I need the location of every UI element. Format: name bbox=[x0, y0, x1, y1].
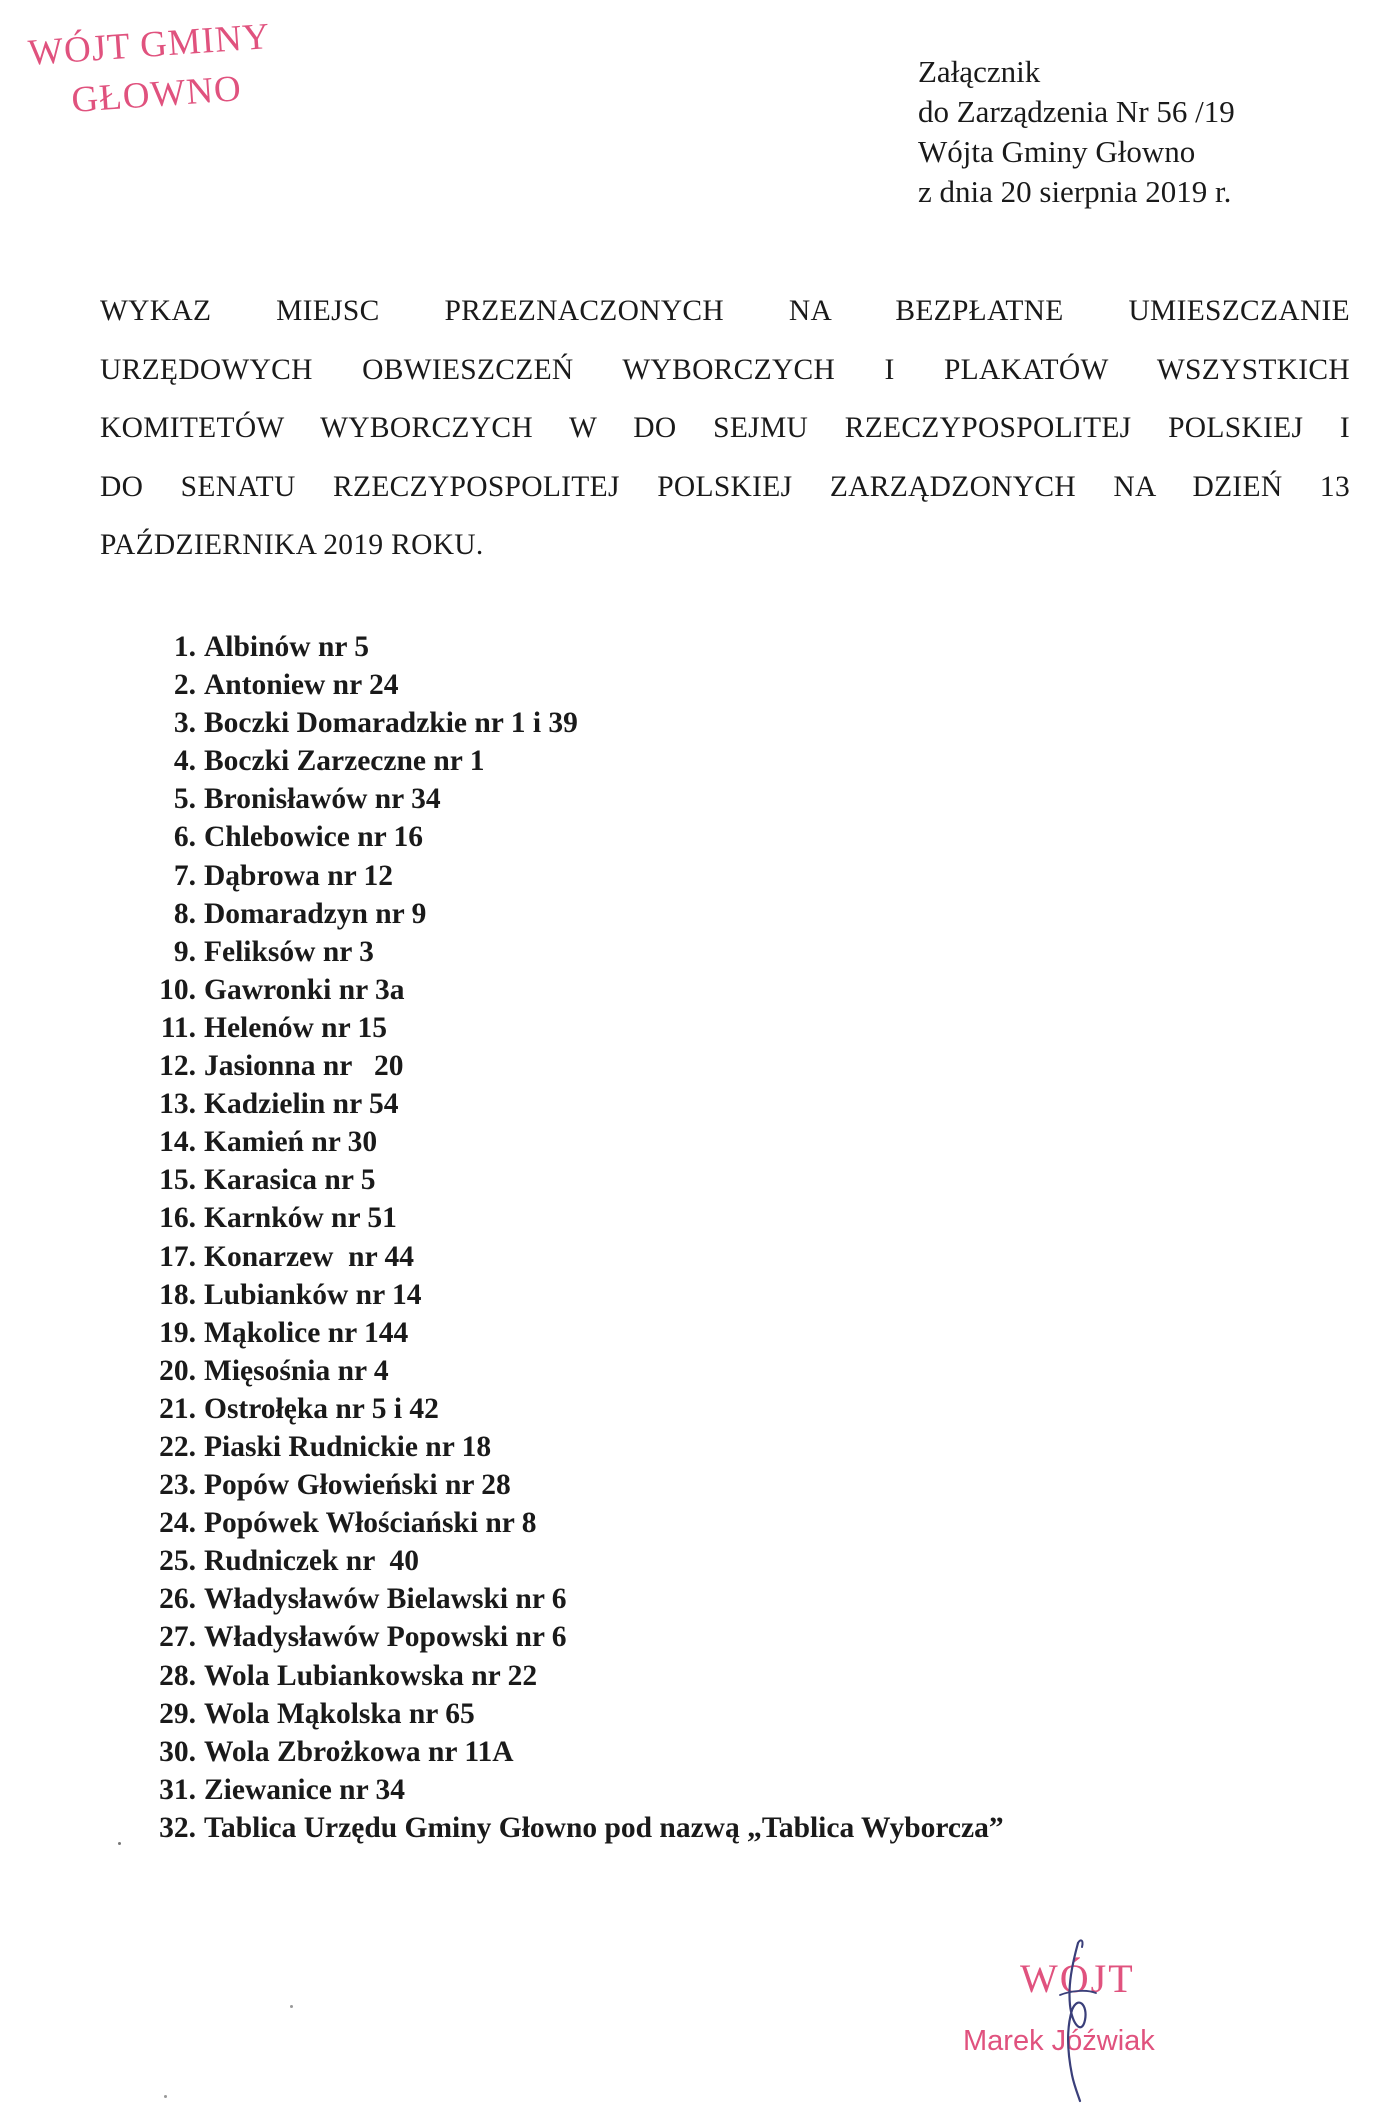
list-item-number: 4. bbox=[173, 745, 196, 778]
list-item bbox=[142, 1657, 1342, 1695]
list-item-text: Boczki Domaradzkie nr 1 i 39 bbox=[204, 707, 578, 740]
list-item-number: 5. bbox=[173, 783, 196, 816]
handwritten-signature-icon bbox=[960, 1925, 1220, 2105]
list-item-number: 1. bbox=[173, 631, 196, 663]
list-item-number: 29. bbox=[159, 1697, 196, 1730]
locations-list bbox=[142, 628, 1342, 1847]
list-item-text: Wola Zbrożkowa nr 11A bbox=[204, 1735, 514, 1768]
list-item-number: 2. bbox=[173, 669, 196, 702]
list-item-number: 15. bbox=[159, 1164, 196, 1197]
list-item bbox=[142, 818, 1342, 856]
list-item bbox=[142, 1466, 1342, 1504]
list-item-text: Popów Głowieński nr 28 bbox=[204, 1469, 511, 1502]
list-item bbox=[142, 1390, 1342, 1428]
header-line-ordinance: do Zarządzenia Nr 56 /19 bbox=[918, 94, 1235, 129]
list-item-number: 25. bbox=[159, 1545, 196, 1578]
document-title bbox=[100, 282, 1350, 575]
list-item-text: Wola Mąkolska nr 65 bbox=[204, 1697, 475, 1730]
stamp-line-1: WÓJT GMINY bbox=[26, 16, 272, 74]
list-item bbox=[142, 1542, 1342, 1580]
list-item-text: Domaradzyn nr 9 bbox=[204, 897, 427, 930]
list-item bbox=[142, 1352, 1342, 1390]
list-item-text: Feliksów nr 3 bbox=[204, 935, 374, 968]
list-item bbox=[142, 1238, 1342, 1276]
list-item-text: Kadzielin nr 54 bbox=[204, 1088, 399, 1121]
title-line-3: KOMITETÓW WYBORCZYCH W DO SEJMU RZECZYPOSPOLITEJ POLSKIEJ I bbox=[100, 412, 1350, 444]
list-item-text: Tablica Urzędu Gminy Głowno pod nazwą „Tablica Wyborcza” bbox=[204, 1811, 1004, 1844]
list-item-text: Władysławów Popowski nr 6 bbox=[204, 1621, 567, 1654]
list-item-text: Mąkolice nr 144 bbox=[204, 1316, 409, 1349]
list-item-text: Helenów nr 15 bbox=[204, 1011, 388, 1044]
list-item-number: 31. bbox=[159, 1773, 196, 1806]
list-item bbox=[142, 895, 1342, 933]
list-item-text: Albinów nr 5 bbox=[204, 631, 370, 663]
list-item bbox=[142, 971, 1342, 1009]
list-item bbox=[142, 780, 1342, 818]
signature-title: WÓJT bbox=[1020, 1956, 1135, 2001]
list-item-number: 9. bbox=[173, 935, 196, 968]
list-item-number: 30. bbox=[159, 1735, 196, 1768]
list-item-number: 26. bbox=[159, 1583, 196, 1616]
list-item-text: Karnków nr 51 bbox=[204, 1202, 397, 1235]
list-item-text: Dąbrowa nr 12 bbox=[204, 859, 394, 892]
list-item bbox=[142, 1047, 1342, 1085]
stamp-line-2: GŁOWNO bbox=[70, 68, 244, 121]
scan-speck bbox=[164, 2095, 167, 2098]
list-item-text: Władysławów Bielawski nr 6 bbox=[204, 1583, 567, 1616]
list-item-text: Boczki Zarzeczne nr 1 bbox=[204, 745, 485, 778]
list-item-text: Gawronki nr 3a bbox=[204, 973, 405, 1006]
list-item-number: 27. bbox=[159, 1621, 196, 1654]
list-item bbox=[142, 1580, 1342, 1618]
list-item-number: 7. bbox=[173, 859, 196, 892]
list-item bbox=[142, 742, 1342, 780]
list-item-number: 12. bbox=[159, 1050, 196, 1083]
header-line-issuer: Wójta Gminy Głowno bbox=[918, 134, 1196, 169]
list-item bbox=[142, 1428, 1342, 1466]
list-item-number: 19. bbox=[159, 1316, 196, 1349]
list-item bbox=[142, 704, 1342, 742]
list-item bbox=[142, 1199, 1342, 1237]
list-item-number: 3. bbox=[173, 707, 196, 740]
list-item-number: 17. bbox=[159, 1240, 196, 1273]
attachment-header bbox=[918, 52, 1358, 212]
list-item-text: Chlebowice nr 16 bbox=[204, 821, 424, 854]
list-item-number: 14. bbox=[159, 1126, 196, 1159]
list-item-text: Ziewanice nr 34 bbox=[204, 1773, 406, 1806]
list-item bbox=[142, 1809, 1342, 1847]
list-item-text: Jasionna nr 20 bbox=[204, 1050, 404, 1083]
official-stamp bbox=[26, 4, 293, 132]
list-item bbox=[142, 1276, 1342, 1314]
list-item-number: 22. bbox=[159, 1430, 196, 1463]
list-item bbox=[142, 1771, 1342, 1809]
list-item-number: 32. bbox=[159, 1811, 196, 1844]
list-item-text: Antoniew nr 24 bbox=[204, 669, 399, 702]
list-item bbox=[142, 1733, 1342, 1771]
list-item-number: 6. bbox=[173, 821, 196, 854]
title-line-1: WYKAZ MIEJSC PRZEZNACZONYCH NA BEZPŁATNE UMIESZCZANIE bbox=[100, 295, 1350, 327]
list-item-number: 8. bbox=[173, 897, 196, 930]
list-item-number: 11. bbox=[160, 1011, 196, 1044]
scan-dot bbox=[118, 1842, 121, 1845]
list-item-number: 18. bbox=[159, 1278, 196, 1311]
title-line-4: DO SENATU RZECZYPOSPOLITEJ POLSKIEJ ZARZĄDZONYCH NA DZIEŃ 13 bbox=[100, 470, 1350, 503]
list-item-text: Wola Lubiankowska nr 22 bbox=[204, 1659, 538, 1692]
list-item-number: 21. bbox=[159, 1392, 196, 1425]
title-line-2: URZĘDOWYCH OBWIESZCZEŃ WYBORCZYCH I PLAKATÓW WSZYSTKICH bbox=[100, 353, 1350, 386]
signature-name: Marek Jóźwiak bbox=[963, 2025, 1155, 2057]
list-item-number: 24. bbox=[159, 1507, 196, 1540]
scan-speck bbox=[290, 2005, 293, 2008]
header-line-date: z dnia 20 sierpnia 2019 r. bbox=[918, 174, 1232, 209]
list-item-text: Konarzew nr 44 bbox=[204, 1240, 415, 1273]
list-item bbox=[142, 933, 1342, 971]
list-item bbox=[142, 857, 1342, 895]
list-item-text: Bronisławów nr 34 bbox=[204, 783, 441, 816]
list-item bbox=[142, 628, 1342, 666]
signature-stamp bbox=[960, 1925, 1220, 2105]
list-item-text: Karasica nr 5 bbox=[204, 1164, 376, 1197]
title-line-5: PAŹDZIERNIKA 2019 ROKU. bbox=[100, 529, 484, 561]
list-item bbox=[142, 1314, 1342, 1352]
list-item-text: Rudniczek nr 40 bbox=[204, 1545, 419, 1578]
list-item-number: 13. bbox=[159, 1088, 196, 1121]
list-item-text: Ostrołęka nr 5 i 42 bbox=[204, 1392, 439, 1425]
list-item-number: 10. bbox=[159, 973, 196, 1006]
list-item bbox=[142, 1161, 1342, 1199]
list-item bbox=[142, 1009, 1342, 1047]
list-item bbox=[142, 1085, 1342, 1123]
list-item bbox=[142, 666, 1342, 704]
list-item-number: 20. bbox=[159, 1354, 196, 1387]
list-item bbox=[142, 1695, 1342, 1733]
list-item-text: Popówek Włościański nr 8 bbox=[204, 1507, 537, 1540]
list-item-text: Piaski Rudnickie nr 18 bbox=[204, 1430, 492, 1463]
list-item-text: Kamień nr 30 bbox=[204, 1126, 378, 1159]
list-item-text: Mięsośnia nr 4 bbox=[204, 1354, 389, 1387]
list-item-number: 28. bbox=[159, 1659, 196, 1692]
list-item bbox=[142, 1618, 1342, 1656]
list-item-text: Lubianków nr 14 bbox=[204, 1278, 422, 1311]
list-item bbox=[142, 1504, 1342, 1542]
list-item-number: 23. bbox=[159, 1469, 196, 1502]
header-line-attachment: Załącznik bbox=[918, 54, 1041, 89]
list-item-number: 16. bbox=[159, 1202, 196, 1235]
list-item bbox=[142, 1123, 1342, 1161]
